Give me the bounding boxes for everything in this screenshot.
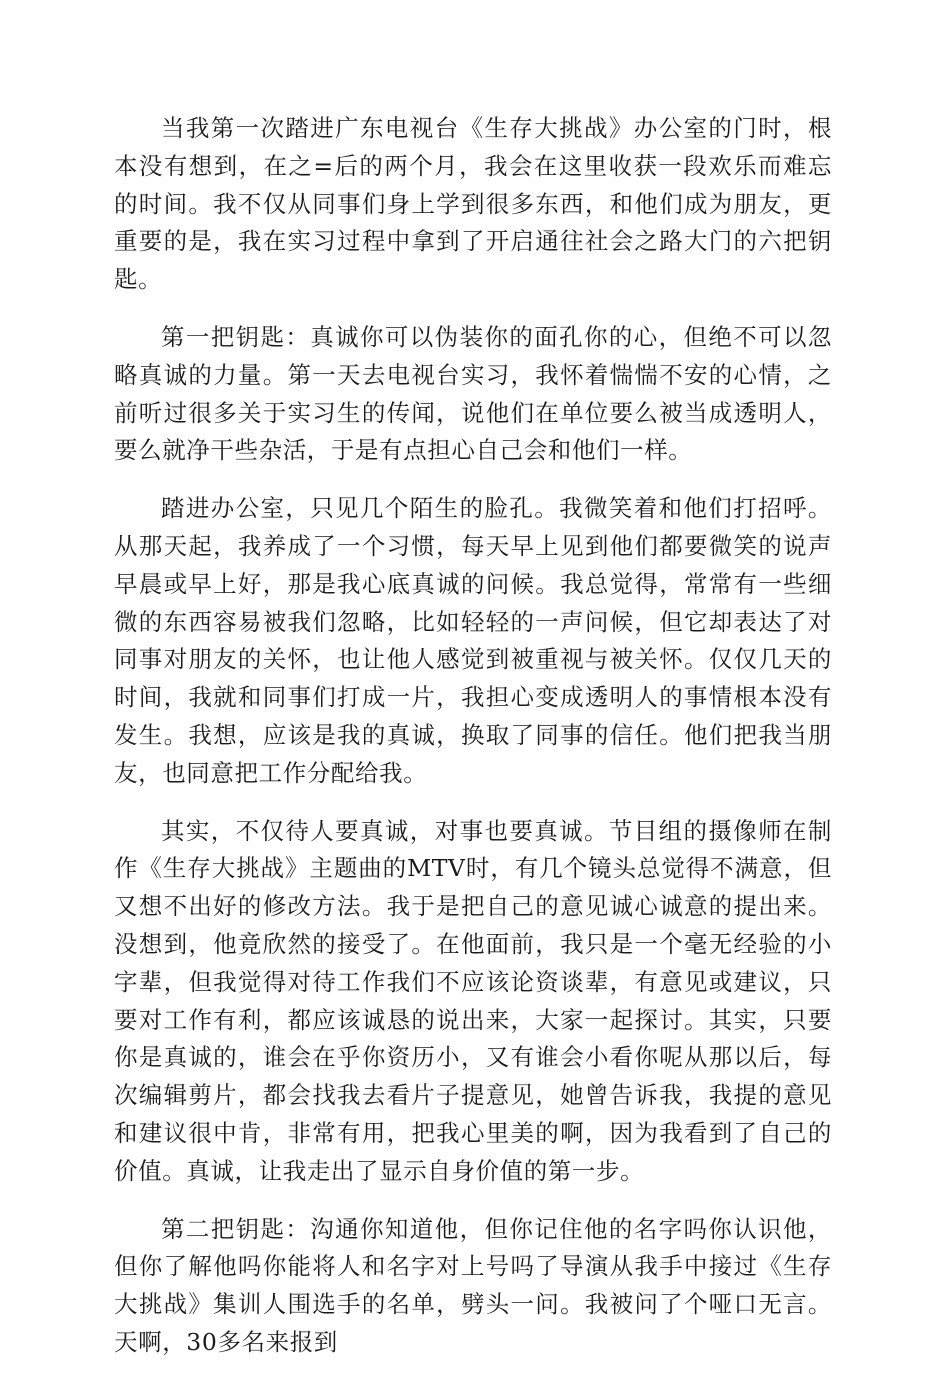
document-body — [114, 110, 832, 1382]
paragraph-key-two: 第二把钥匙：沟通你知道他，但你记住他的名字吗你认识他，但你了解他吗你能将人和名字对上号吗了导演从我手中接过《生存大挑战》集训人围选手的名单，劈头一问。我被问了个哑口无言。天啊，30多名来报到 — [114, 1214, 832, 1356]
paragraph-key-one: 第一把钥匙：真诚你可以伪装你的面孔你的心，但绝不可以忽略真诚的力量。第一天去电视台实习，我怀着惴惴不安的心情，之前听过很多关于实习生的传闻，说他们在单位要么被当成透明人，要么就净干些杂活，于是有点担心自己会和他们一样。 — [114, 322, 832, 465]
paragraph-greeting: 踏进办公室，只见几个陌生的脸孔。我微笑着和他们打招呼。从那天起，我养成了一个习惯，每天早上见到他们都要微笑的说声早晨或早上好，那是我心底真诚的问候。我总觉得，常常有一些细微的东西容易被我们忽略，比如轻轻的一声问候，但它却表达了对同事对朋友的关怀，也让他人感觉到被重视与被关怀。仅仅几天的时间，我就和同事们打成一片，我担心变成透明人的事情根本没有发生。我想，应该是我的真诚，换取了同事的信任。他们把我当朋友，也同意把工作分配给我。 — [114, 494, 832, 787]
paragraph-intro: 当我第一次踏进广东电视台《生存大挑战》办公室的门时，根本没有想到，在之=后的两个月，我会在这里收获一段欢乐而难忘的时间。我不仅从同事们身上学到很多东西，和他们成为朋友，更重要的是，我在实习过程中拿到了开启通往社会之路大门的六把钥匙。 — [114, 114, 832, 294]
paragraph-sincerity-work: 其实，不仅待人要真诚，对事也要真诚。节目组的摄像师在制作《生存大挑战》主题曲的MTV时，有几个镜头总觉得不满意，但又想不出好的修改方法。我于是把自己的意见诚心诚意的提出来。没想到，他竟欣然的接受了。在他面前，我只是一个毫无经验的小字辈，但我觉得对待工作我们不应该论资谈辈，有意见或建议，只要对工作有利，都应该诚恳的说出来，大家一起探讨。其实，只要你是真诚的，谁会在乎你资历小，又有谁会小看你呢从那以后，每次编辑剪片，都会找我去看片子提意见，她曾告诉我，我提的意见和建议很中肯，非常有用，把我心里美的啊，因为我看到了自己的价值。真诚，让我走出了显示自身价值的第一步。 — [114, 816, 832, 1185]
